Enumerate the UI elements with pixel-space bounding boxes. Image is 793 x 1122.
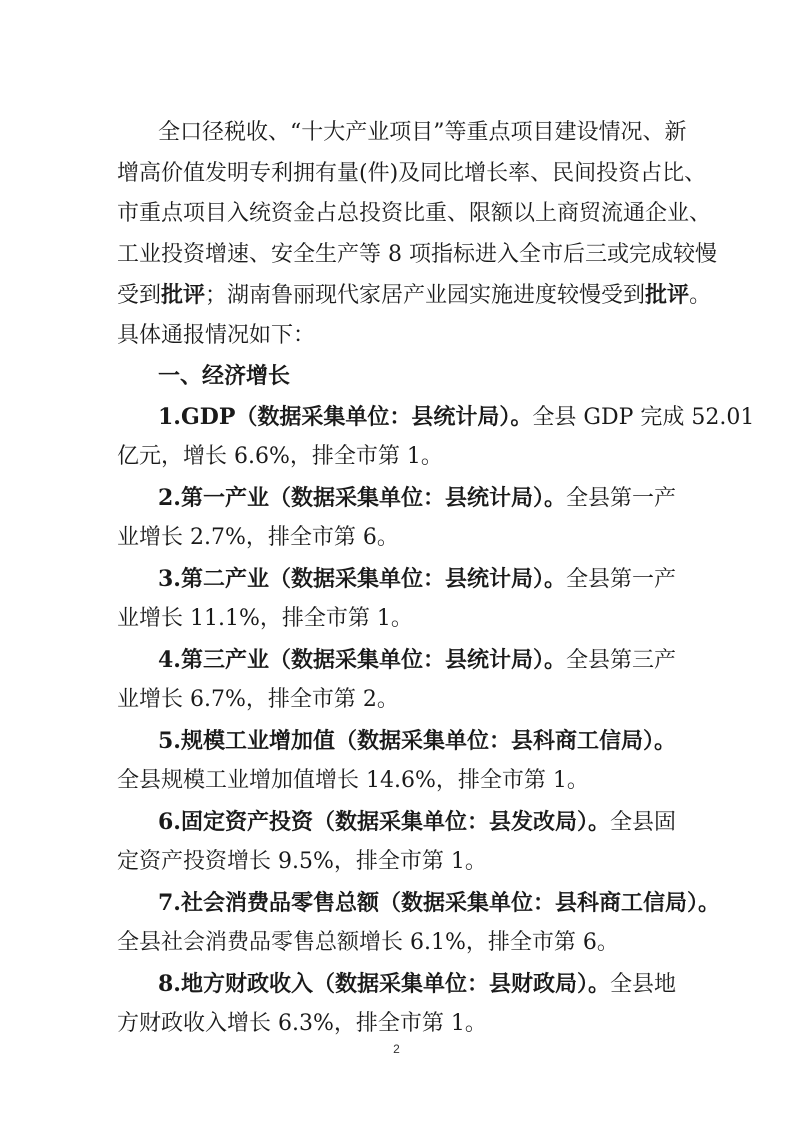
item-4-line-1 — [158, 645, 698, 676]
intro-line-6 — [117, 321, 697, 351]
item-5-heading: 5.规模工业增加值（数据采集单位：县科商工信局）。 — [158, 728, 676, 754]
intro-criticism-2: 批评 — [645, 282, 690, 308]
intro-line-4 — [117, 240, 717, 270]
item-8-text1: 全县地 — [609, 972, 676, 997]
intro-text-1: 全口径税收、“十大产业项目”等重点项目建设情况、新 — [158, 120, 687, 145]
item-4-text1: 全县第三产 — [565, 648, 676, 673]
item-2-heading: 2.第一产业（数据采集单位：县统计局）。 — [158, 485, 566, 511]
item-7-line-2 — [117, 928, 697, 958]
item-7-line-1 — [158, 888, 720, 919]
intro-text-5c: ；湖南鲁丽现代家居产业园实施进度较慢受到 — [205, 283, 646, 308]
item-2-text1: 全县第一产 — [565, 486, 676, 511]
intro-text-5a: 受到 — [117, 283, 162, 308]
item-8-line-1 — [158, 969, 698, 1000]
item-2-line-2 — [117, 523, 697, 553]
item-1-text2: 亿元，增长 6.6%，排全市第 1。 — [117, 444, 443, 469]
item-1-line-2 — [117, 442, 697, 472]
item-6-heading: 6.固定资产投资（数据采集单位：县发改局）。 — [158, 809, 610, 835]
item-4-text2: 业增长 6.7%，排全市第 2。 — [117, 687, 399, 712]
item-5-line-2 — [117, 766, 697, 796]
intro-text-6: 具体通报情况如下： — [117, 323, 316, 348]
intro-line-2 — [117, 159, 707, 189]
page-number: 2 — [393, 1042, 400, 1056]
item-2-line-1 — [158, 483, 698, 514]
intro-text-3: 市重点项目入统资金占总投资比重、限额以上商贸流通企业、 — [117, 201, 712, 226]
item-6-text2: 定资产投资增长 9.5%，排全市第 1。 — [117, 849, 487, 874]
item-5-text2: 全县规模工业增加值增长 14.6%，排全市第 1。 — [117, 768, 589, 793]
item-6-text1: 全县固 — [609, 810, 676, 835]
section-heading — [158, 361, 698, 391]
item-1-text1: 全县 GDP 完成 52.01 — [532, 405, 755, 430]
intro-line-3 — [117, 199, 712, 229]
item-7-heading: 7.社会消费品零售总额（数据采集单位：县科商工信局）。 — [158, 890, 720, 916]
item-6-line-1 — [158, 807, 698, 838]
intro-criticism-1: 批评 — [161, 282, 206, 308]
item-1-heading: 1.GDP（数据采集单位：县统计局）。 — [158, 404, 533, 430]
intro-text-4: 工业投资增速、安全生产等 8 项指标进入全市后三或完成较慢 — [117, 242, 717, 267]
item-3-text1: 全县第一产 — [565, 567, 676, 592]
intro-line-5 — [117, 280, 712, 311]
intro-text-2: 增高价值发明专利拥有量(件)及同比增长率、民间投资占比、 — [117, 161, 707, 186]
item-5-line-1 — [158, 726, 698, 757]
item-3-line-2 — [117, 604, 697, 634]
item-8-line-2 — [117, 1009, 697, 1039]
intro-text-5e: 。 — [689, 283, 712, 308]
intro-line-1 — [158, 118, 698, 148]
item-7-text2: 全县社会消费品零售总额增长 6.1%，排全市第 6。 — [117, 930, 619, 955]
item-4-heading: 4.第三产业（数据采集单位：县统计局）。 — [158, 647, 566, 673]
item-3-line-1 — [158, 564, 698, 595]
section-heading-text: 一、经济增长 — [158, 363, 291, 389]
item-8-heading: 8.地方财政收入（数据采集单位：县财政局）。 — [158, 971, 610, 997]
item-3-text2: 业增长 11.1%，排全市第 1。 — [117, 606, 413, 631]
item-8-text2: 方财政收入增长 6.3%，排全市第 1。 — [117, 1011, 487, 1036]
item-2-text2: 业增长 2.7%，排全市第 6。 — [117, 525, 399, 550]
item-1-line-1 — [158, 402, 755, 433]
item-4-line-2 — [117, 685, 697, 715]
item-3-heading: 3.第二产业（数据采集单位：县统计局）。 — [158, 566, 566, 592]
item-6-line-2 — [117, 847, 697, 877]
